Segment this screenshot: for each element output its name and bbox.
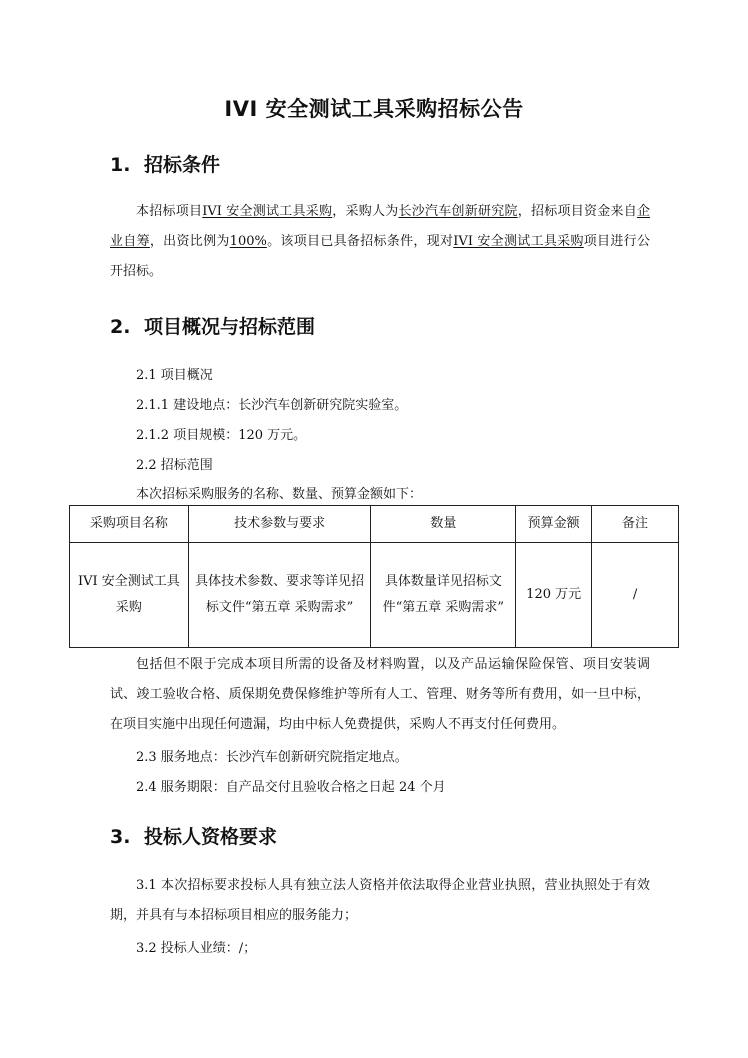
- section-3-title: 投标人资格要求: [144, 826, 278, 848]
- service-location: 2.3 服务地点：长沙汽车创新研究院指定地点。: [136, 750, 408, 765]
- table-intro: 本次招标采购服务的名称、数量、预算金额如下：: [136, 487, 423, 502]
- scope-paragraph: 包括但不限于完成本项目所需的设备及材料购置，以及产品运输保险保管、项目安装调试、竣工验收合格、质保期免费保修维护等所有人工、管理、财务等所有费用，如一旦中标，在项目实施中出现任何遗漏，均由中标人免费提供，采购人不再支付任何费用。: [110, 657, 650, 732]
- purchaser-name: 长沙汽车创新研究院: [398, 204, 518, 219]
- table-header-cell: 采购项目名称: [70, 506, 189, 543]
- construction-site: 2.1.1 建设地点：长沙汽车创新研究院实验室。: [136, 398, 408, 413]
- table-header-row: [70, 506, 679, 543]
- section-2-title: 项目概况与招标范围: [144, 316, 316, 338]
- text-run: 项目进行公开招标。: [110, 234, 650, 279]
- fund-ratio: 100%: [229, 234, 267, 249]
- qualification-paragraph: 3.1 本次招标要求投标人具有独立法人资格并依法取得企业营业执照，营业执照处于有效期，并具有与本招标项目相应的服务能力；: [110, 878, 650, 923]
- table-cell-remark: /: [592, 543, 679, 648]
- text-run: 。该项目已具备招标条件，现对: [266, 234, 454, 249]
- table-header-cell: 数量: [371, 506, 516, 543]
- document-title: IVI 安全测试工具采购招标公告: [224, 97, 524, 121]
- text-run: ，招标项目资金来自: [517, 204, 637, 219]
- subsection-2-1: 2.1 项目概况: [136, 368, 213, 383]
- text-run: ，采购人为: [332, 204, 399, 219]
- section-2-number: 2.: [110, 316, 131, 338]
- table-cell-budget: 120 万元: [516, 543, 592, 648]
- bidder-performance: 3.2 投标人业绩：/；: [136, 941, 257, 956]
- table-header-cell: 技术参数与要求: [188, 506, 371, 543]
- table-header-cell: 预算金额: [516, 506, 592, 543]
- fund-source: 企业自筹: [110, 204, 650, 249]
- text-run: 本招标项目: [136, 204, 203, 219]
- table-cell-item: IVI 安全测试工具采购: [70, 543, 189, 648]
- table-cell-spec: 具体技术参数、要求等详见招标文件“第五章 采购需求”: [188, 543, 371, 648]
- project-scale: 2.1.2 项目规模：120 万元。: [136, 428, 307, 443]
- section-1-number: 1.: [110, 154, 131, 176]
- subsection-2-2: 2.2 招标范围: [136, 458, 213, 473]
- project-name-repeat: IVI 安全测试工具采购: [453, 234, 584, 249]
- project-name: IVI 安全测试工具采购: [202, 204, 333, 219]
- text-run: ，出资比例为: [149, 234, 230, 249]
- section-2-heading: [110, 312, 315, 339]
- section-1-title: 招标条件: [144, 154, 221, 176]
- section-1-heading: [110, 150, 220, 177]
- service-period: 2.4 服务期限：自产品交付且验收合格之日起 24 个月: [136, 780, 446, 795]
- section-3-heading: [110, 822, 277, 849]
- procurement-table: [69, 505, 679, 648]
- section-1-paragraph: [110, 197, 650, 287]
- table-header-cell: 备注: [592, 506, 679, 543]
- section-3-number: 3.: [110, 826, 131, 848]
- table-row: [70, 543, 679, 648]
- table-cell-quantity: 具体数量详见招标文件“第五章 采购需求”: [371, 543, 516, 648]
